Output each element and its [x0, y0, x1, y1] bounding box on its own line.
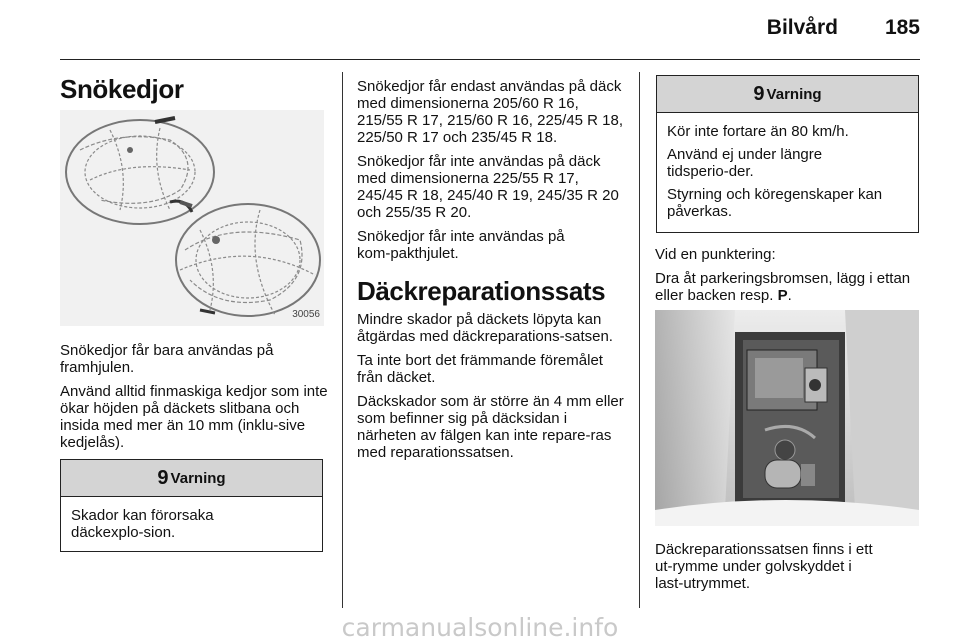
paragraph: Vid en punktering: — [655, 246, 776, 263]
paragraph: Dra åt parkeringsbromsen, lägg i ettan eller backen resp. P. — [655, 270, 911, 304]
warning-body — [61, 497, 322, 553]
warning-header — [657, 76, 918, 113]
watermark: carmanualsonline.info — [341, 613, 619, 642]
heading-snow-chains: Snökedjor — [60, 74, 184, 104]
paragraph: Mindre skador på däckets löpyta kan åtgärdas med däckreparations‑satsen. — [357, 311, 613, 345]
figure-id: 30056 — [292, 309, 320, 320]
warning-header — [61, 460, 322, 497]
paragraph: Snökedjor får bara användas på framhjulen. — [60, 342, 274, 376]
paragraph: Snökedjor får inte användas på kom‑pakthjulet. — [357, 228, 565, 262]
warning-line: Styrning och köregenskaper kan påverkas. — [667, 186, 883, 220]
paragraph: Använd alltid finmaskiga kedjor som inte ökar höjden på däckets slitbana och insida med mer än 10 mm (inklu‑sive kedjelås). — [60, 383, 328, 451]
gear-letter: P — [777, 287, 788, 304]
snow-chains-text — [60, 342, 330, 451]
column-divider — [342, 72, 343, 608]
repair-kit-figure — [655, 310, 919, 526]
snow-chains-figure — [60, 110, 324, 326]
warning-text: Skador kan förorsaka däckexplo‑sion. — [71, 507, 214, 541]
paragraph: Snökedjor får inte användas på däck med dimensionerna 225/55 R 17, 245/45 R 18, 245/40 R 19, 245/35 R 20 och 255/35 R 20. — [357, 153, 619, 221]
warning-triangle-icon: 9 — [753, 82, 765, 105]
warning-title: Varning — [766, 85, 822, 103]
warning-body — [657, 113, 918, 232]
warning-line: Använd ej under längre tidsperio‑der. — [667, 146, 823, 180]
column-2 — [357, 78, 625, 461]
repair-kit-location-text — [655, 541, 921, 592]
repair-kit-illustration — [655, 310, 919, 526]
warning-title: Varning — [170, 469, 226, 487]
warning-box — [60, 459, 323, 552]
paragraph: Däckskador som är större än 4 mm eller som befinner sig på däcksidan i närheten av fälgen kan inte repare‑ras med reparationssatsen. — [357, 393, 624, 461]
column-divider — [639, 72, 640, 608]
page-number: 185 — [884, 16, 920, 39]
warning-line: Kör inte fortare än 80 km/h. — [667, 123, 849, 140]
warning-box — [656, 75, 919, 233]
column-1 — [60, 74, 326, 105]
paragraph: Däckreparationssatsen finns i ett ut‑rymme under golvskyddet i last‑utrymmet. — [655, 541, 873, 592]
paragraph: Snökedjor får endast användas på däck med dimensionerna 205/60 R 16, 215/55 R 17, 215/60 R 16, 225/45 R 18, 225/50 R 17 och 235/45 R 18. — [357, 78, 624, 146]
warning-triangle-icon: 9 — [157, 466, 169, 489]
puncture-text — [655, 246, 921, 304]
paragraph: Ta inte bort det främmande föremålet från däcket. — [357, 352, 603, 386]
section-title: Bilvård — [766, 16, 838, 39]
snow-chains-illustration — [60, 110, 324, 326]
header-divider — [60, 59, 920, 60]
heading-repair-kit: Däckreparationssats — [357, 276, 606, 306]
